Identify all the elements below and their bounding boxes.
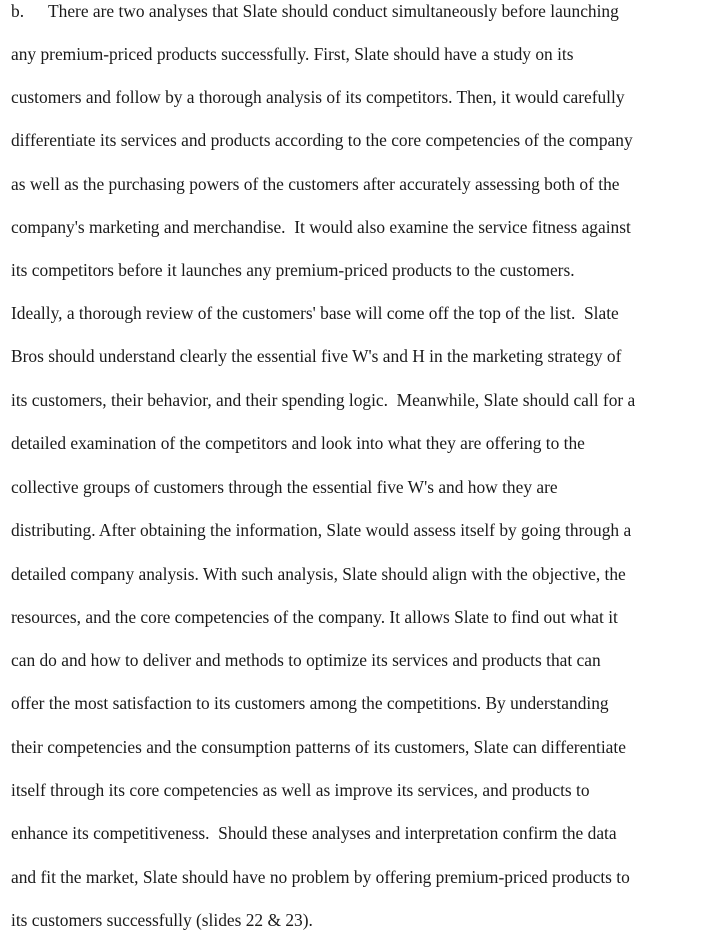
paragraph-line-4: differentiate its services and products according to the core competencies of the company — [11, 130, 633, 150]
paragraph-line-20: enhance its competitiveness. Should these analyses and interpretation confirm the data — [11, 823, 617, 843]
paragraph-line-9: Bros should understand clearly the essential five W's and H in the marketing strategy of — [11, 346, 622, 366]
paragraph-line-22: its customers successfully (slides 22 & 23). — [11, 910, 313, 930]
paragraph-line-21: and fit the market, Slate should have no problem by offering premium-priced products to — [11, 867, 630, 887]
paragraph-line-2: any premium-priced products successfully. First, Slate should have a study on its — [11, 44, 574, 64]
list-marker: b. — [11, 1, 25, 21]
paragraph-line-16: can do and how to deliver and methods to optimize its services and products that can — [11, 650, 601, 670]
paragraph-line-3: customers and follow by a thorough analysis of its competitors. Then, it would carefully — [11, 87, 625, 107]
paragraph-line-1-text: There are two analyses that Slate should conduct simultaneously before launching — [48, 1, 619, 21]
paragraph-line-7: its competitors before it launches any premium-priced products to the customers. — [11, 260, 575, 280]
paragraph-line-15: resources, and the core competencies of the company. It allows Slate to find out what it — [11, 607, 618, 627]
paragraph-line-13: distributing. After obtaining the information, Slate would assess itself by going through a — [11, 520, 632, 540]
paragraph-line-18: their competencies and the consumption patterns of its customers, Slate can differentiate — [11, 737, 626, 757]
paragraph-line-12: collective groups of customers through the essential five W's and how they are — [11, 477, 558, 497]
paragraph-line-11: detailed examination of the competitors and look into what they are offering to the — [11, 433, 585, 453]
paragraph-line-14: detailed company analysis. With such analysis, Slate should align with the objective, the — [11, 564, 626, 584]
paragraph-line-6: company's marketing and merchandise. It would also examine the service fitness against — [11, 217, 631, 237]
paragraph-line-8: Ideally, a thorough review of the customers' base will come off the top of the list. Slate — [11, 303, 619, 323]
paragraph-line-1 — [11, 1, 619, 21]
paragraph-line-19: itself through its core competencies as well as improve its services, and products to — [11, 780, 590, 800]
paragraph-line-10: its customers, their behavior, and their spending logic. Meanwhile, Slate should call for a — [11, 390, 636, 410]
paragraph-line-17: offer the most satisfaction to its customers among the competitions. By understanding — [11, 693, 609, 713]
paragraph-line-5: as well as the purchasing powers of the customers after accurately assessing both of the — [11, 174, 620, 194]
